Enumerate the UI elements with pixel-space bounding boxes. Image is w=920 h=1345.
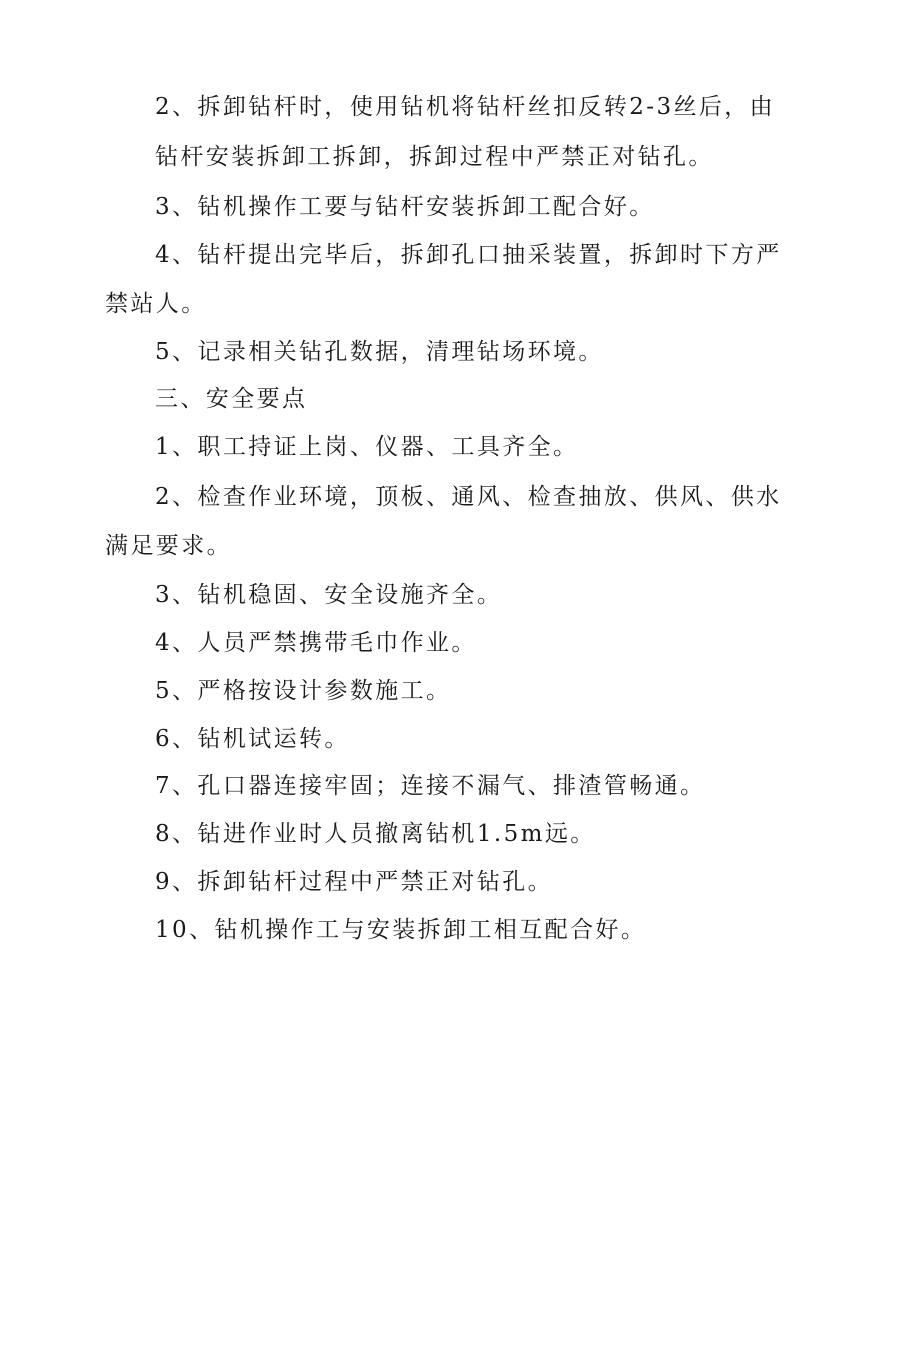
safety-point-1: 1、职工持证上岗、仪器、工具齐全。 <box>155 434 579 460</box>
safety-point-9: 9、拆卸钻杆过程中严禁正对钻孔。 <box>155 869 554 895</box>
safety-point-6: 6、钻机试运转。 <box>155 726 350 752</box>
safety-point-8: 8、钻进作业时人员撤离钻机1.5m远。 <box>155 821 596 847</box>
safety-point-5: 5、严格按设计参数施工。 <box>155 678 452 704</box>
paragraph-step-2-line-2: 钻杆安装拆卸工拆卸，拆卸过程中严禁正对钻孔。 <box>155 144 714 170</box>
safety-point-2-line-1: 2、检查作业环境，顶板、通风、检查抽放、供风、供水 <box>155 484 782 510</box>
paragraph-step-4-line-2: 禁站人。 <box>105 291 207 317</box>
safety-point-2-line-2: 满足要求。 <box>105 533 232 559</box>
safety-point-7: 7、孔口器连接牢固；连接不漏气、排渣管畅通。 <box>155 773 706 799</box>
safety-point-3: 3、钻机稳固、安全设施齐全。 <box>155 582 503 608</box>
paragraph-step-3: 3、钻机操作工要与钻杆安装拆卸工配合好。 <box>155 194 655 220</box>
safety-point-4: 4、人员严禁携带毛巾作业。 <box>155 630 477 656</box>
paragraph-step-2-line-1: 2、拆卸钻杆时，使用钻机将钻杆丝扣反转2-3丝后，由 <box>155 94 776 120</box>
section-heading-safety-points: 三、安全要点 <box>155 386 308 412</box>
paragraph-step-4-line-1: 4、钻杆提出完毕后，拆卸孔口抽采装置，拆卸时下方严 <box>155 242 782 268</box>
safety-point-10: 10、钻机操作工与安装拆卸工相互配合好。 <box>155 917 647 943</box>
paragraph-step-5: 5、记录相关钻孔数据，清理钻场环境。 <box>155 339 604 365</box>
